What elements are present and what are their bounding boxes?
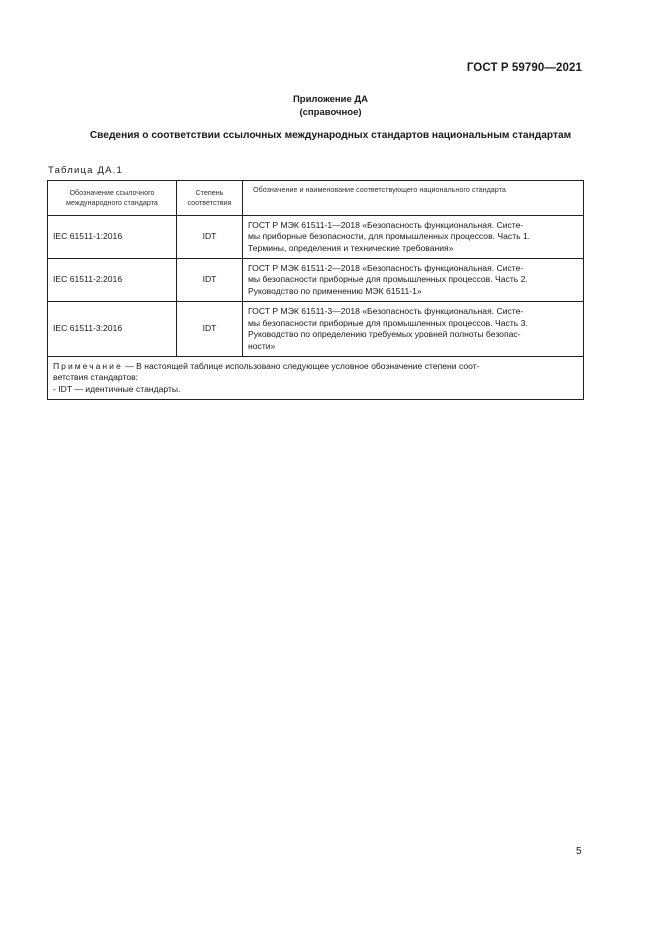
table-row <box>48 259 584 302</box>
national-standard-line: Руководство по применению МЭК 61511-1» <box>248 285 422 296</box>
section-heading: Сведения о соответствии ссылочных международных стандартов национальным стандартам <box>89 130 572 141</box>
national-standard-line: ности» <box>248 340 276 351</box>
intl-standard-cell: IEC 61511-1:2016 <box>48 216 177 259</box>
national-standard-line: мы безопасности приборные для промышленных процессов. Часть 2. <box>248 274 528 285</box>
page-number: 5 <box>576 846 582 857</box>
column-header-national <box>243 181 584 216</box>
standards-table <box>47 180 584 400</box>
note-line <box>53 361 578 373</box>
annex-title: Приложение ДА <box>292 94 369 105</box>
note-line: ветствия стандартов: <box>53 372 139 383</box>
table-row <box>48 302 584 357</box>
column-header-national-line1: Обозначение и наименование соответствующего национального стандарта <box>253 185 506 194</box>
column-header-degree-line2: соответствия <box>187 198 232 207</box>
national-standard-line: Термины, определения и технические требования» <box>248 242 454 253</box>
column-header-intl <box>48 181 177 216</box>
national-standard-line: мы приборные безопасности, для промышленных процессов. Часть 1. <box>248 231 531 242</box>
degree-cell: IDT <box>177 302 243 357</box>
column-header-degree <box>177 181 243 216</box>
table-header-row <box>48 181 584 216</box>
note-label: Примечание <box>53 360 123 371</box>
national-standard-line: ГОСТ Р МЭК 61511-3—2018 «Безопасность функциональная. Систе- <box>248 306 524 316</box>
national-standard-cell <box>243 259 584 302</box>
intl-standard-cell: IEC 61511-2:2016 <box>48 259 177 302</box>
national-standard-line: ГОСТ Р МЭК 61511-2—2018 «Безопасность функциональная. Систе- <box>248 262 524 273</box>
national-standard-line: мы безопасности приборные для промышленных процессов. Часть 3. <box>248 317 528 328</box>
national-standard-cell <box>243 302 584 357</box>
note-item: - IDT — идентичные стандарты. <box>53 383 181 394</box>
annex-title-block <box>0 93 661 119</box>
degree-cell: IDT <box>177 259 243 302</box>
column-header-degree-line1: Степень <box>195 188 224 197</box>
annex-type: (справочное) <box>299 107 362 118</box>
national-standard-line: Руководство по определению требуемых уровней полноты безопас- <box>248 329 521 339</box>
degree-cell: IDT <box>177 216 243 259</box>
table-row <box>48 216 584 259</box>
column-header-intl-line2: международного стандарта <box>66 198 158 207</box>
intl-standard-cell: IEC 61511-3:2016 <box>48 302 177 357</box>
document-id: ГОСТ Р 59790—2021 <box>466 62 582 74</box>
column-header-intl-line1: Обозначение ссылочного <box>69 188 155 197</box>
table-note <box>48 357 584 400</box>
national-standard-cell <box>243 216 584 259</box>
national-standard-line: ГОСТ Р МЭК 61511-1—2018 «Безопасность функциональная. Систе- <box>248 219 524 230</box>
note-text: — В настоящей таблице использовано следующее условное обозначение степени соот- <box>122 360 480 371</box>
table-label: Таблица ДА.1 <box>48 165 123 176</box>
table-note-row <box>48 357 584 400</box>
